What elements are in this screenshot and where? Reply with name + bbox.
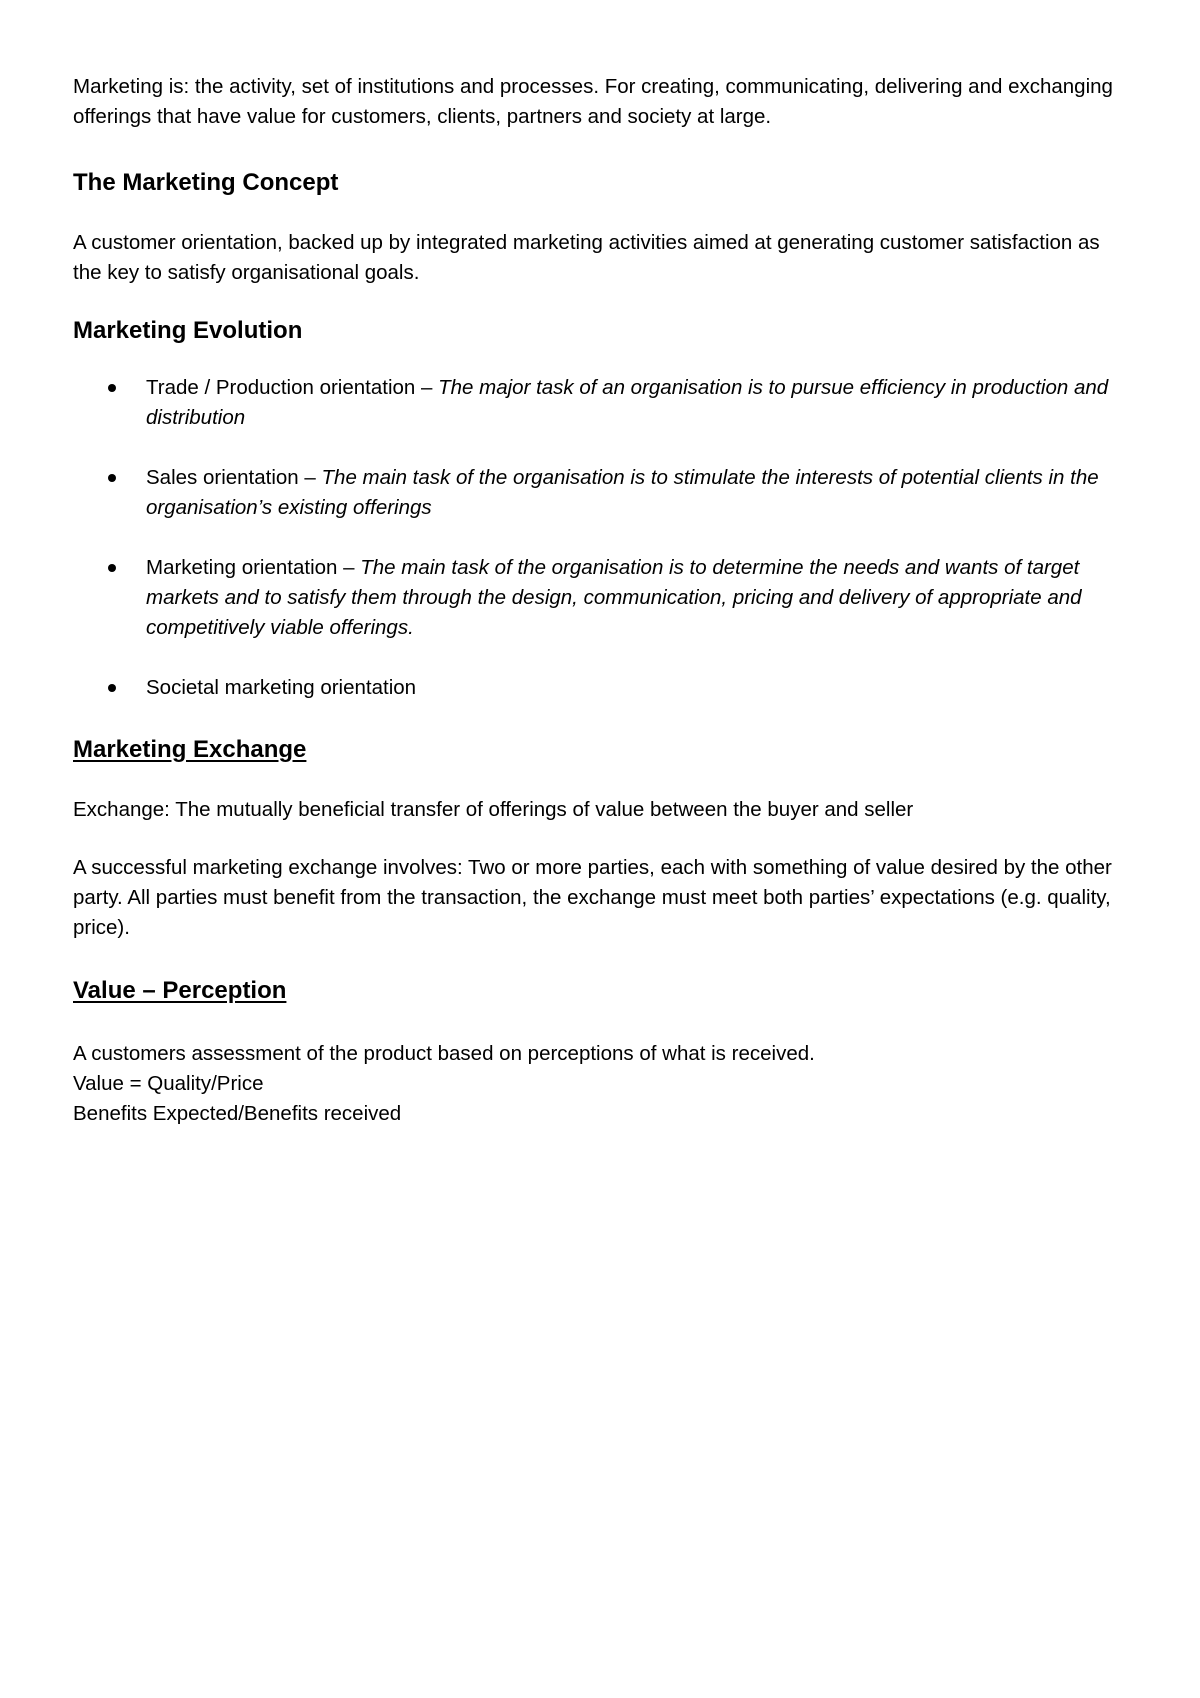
document-page bbox=[73, 72, 1133, 1129]
value-heading: Value – Perception bbox=[73, 977, 287, 1004]
evolution-heading: Marketing Evolution bbox=[73, 317, 303, 344]
concept-heading: The Marketing Concept bbox=[73, 169, 339, 196]
list-item-term: Sales orientation – bbox=[146, 466, 322, 489]
list-item bbox=[73, 553, 1133, 643]
list-item-term: Marketing orientation – bbox=[146, 556, 361, 579]
concept-paragraph: A customer orientation, backed up by integrated marketing activities aimed at generating customer satisfaction as the key to satisfy organisational goals. bbox=[73, 231, 1100, 284]
exchange-paragraph: A successful marketing exchange involves: Two or more parties, each with something of value desired by the other party. All parties must benefit from the transaction, the exchange must meet both parties’ expectations (e.g. quality, price). bbox=[73, 856, 1112, 939]
list-item-term: Trade / Production orientation – bbox=[146, 376, 439, 399]
bullet-icon bbox=[108, 684, 116, 692]
list-item bbox=[73, 463, 1133, 523]
list-item bbox=[73, 673, 1133, 703]
evolution-list bbox=[73, 373, 1133, 703]
list-item-description: The major task of an organisation is to pursue efficiency in production and distribution bbox=[146, 376, 1109, 429]
bullet-icon bbox=[108, 564, 116, 572]
bullet-icon bbox=[108, 384, 116, 392]
intro-paragraph: Marketing is: the activity, set of institutions and processes. For creating, communicating, delivering and exchanging offerings that have value for customers, clients, partners and society at large. bbox=[73, 75, 1113, 128]
bullet-icon bbox=[108, 474, 116, 482]
value-line-assessment: A customers assessment of the product based on perceptions of what is received. bbox=[73, 1042, 815, 1065]
exchange-definition: Exchange: The mutually beneficial transfer of offerings of value between the buyer and seller bbox=[73, 798, 914, 821]
list-item-description: The main task of the organisation is to stimulate the interests of potential clients in the organisation’s existing offerings bbox=[146, 466, 1099, 519]
value-line-formula: Value = Quality/Price bbox=[73, 1072, 264, 1095]
list-item-description: The main task of the organisation is to determine the needs and wants of target markets and to satisfy them through the design, communication, pricing and delivery of appropriate and competitively viable offerings. bbox=[146, 556, 1082, 639]
exchange-heading: Marketing Exchange bbox=[73, 736, 307, 763]
value-line-benefits: Benefits Expected/Benefits received bbox=[73, 1102, 402, 1125]
list-item-term: Societal marketing orientation bbox=[146, 676, 417, 699]
list-item bbox=[73, 373, 1133, 433]
